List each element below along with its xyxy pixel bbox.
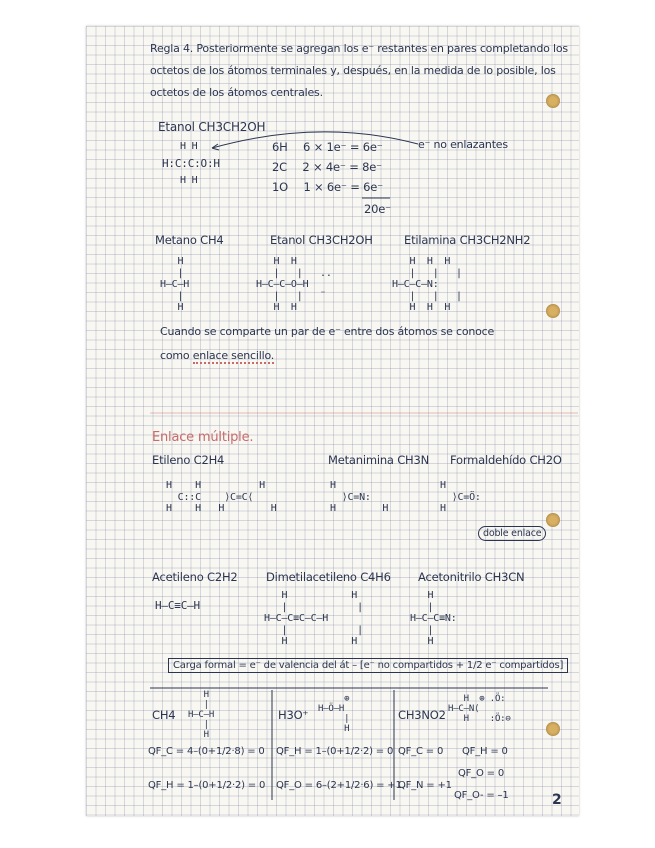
etanol-structure: H H | | .. H–C–C–O–H | | ¨ H H (256, 256, 332, 313)
dimetilacetileno-structure: H H | | H–C–C≡C–C–H | | H H (264, 590, 363, 647)
count-label: 6H (272, 140, 288, 154)
double-bond-label: doble enlace (478, 526, 546, 541)
etanol-struct-bot: H H (180, 175, 198, 186)
formal-charge-formula: Carga formal = e⁻ de valencia del át – [e⁻ no compartidos + 1/2 e⁻ compartidos] (168, 658, 568, 673)
rule-line-3: octetos de los átomos centrales. (150, 86, 323, 99)
etileno-title: Etileno C2H4 (152, 453, 225, 467)
etilamina-structure: H H H | | | H–C–C–N: | | | H H H (392, 256, 462, 313)
metanimina-structure: H ⟩C=N: H H (330, 480, 389, 514)
fc-ch3no2-eq3: QF_H = 0 (462, 746, 508, 757)
dimetilacetileno-title: Dimetilacetileno C4H6 (266, 570, 391, 584)
count-label: 2C (272, 160, 287, 174)
single-bond-pre: como (160, 349, 193, 362)
metano-structure: H | H–C–H | H (160, 256, 190, 313)
nonbonding-note: e⁻ no enlazantes (418, 138, 508, 151)
fc-ch3no2-eq1: QF_C = 0 (398, 746, 444, 757)
etanol-struct-top: H H (180, 141, 198, 152)
fc-ch3no2-eq4: QF_O = 0 (458, 768, 504, 779)
fc-ch4-structure: H | H–C–H | H (188, 690, 215, 740)
etileno-structure: H H H C::C ⟩C=C⟨ H H H H (166, 480, 277, 514)
acetileno-structure: H–C≡C–H (155, 599, 200, 612)
fc-ch4-label: CH4 (152, 708, 176, 722)
metano-title: Metano CH4 (155, 233, 224, 247)
fc-ch3no2-eq2: QF_N = +1 (398, 780, 452, 791)
fc-ch3no2-structure: H ⊕ .Ö: H–C–N⟨ H :Ö:⊖ (448, 694, 511, 724)
count-total: 20e⁻ (364, 202, 391, 216)
acetonitrilo-title: Acetonitrilo CH3CN (418, 570, 525, 584)
nonbonding-arrow (212, 132, 418, 148)
etanol-title: Etanol CH3CH2OH (270, 233, 373, 247)
fc-h3o-eq2: QF_O = 6–(2+1/2·6) = +1 (276, 780, 402, 791)
etanol-struct-mid: H:C:C:O:H (162, 157, 220, 170)
fc-ch4-eq2: QF_H = 1–(0+1/2·2) = 0 (148, 780, 266, 791)
count-calc: 2 × 4e⁻ = 8e⁻ (302, 160, 382, 174)
metanimina-title: Metanimina CH3N (328, 453, 430, 467)
single-bond-line-1: Cuando se comparte un par de e⁻ entre dos átomos se conoce (160, 325, 495, 338)
multiple-bond-heading: Enlace múltiple. (152, 430, 254, 445)
acetileno-title: Acetileno C2H2 (152, 570, 238, 584)
count-calc: 1 × 6e⁻ = 6e⁻ (303, 180, 383, 194)
etilamina-title: Etilamina CH3CH2NH2 (404, 233, 531, 247)
single-bond-term: enlace sencillo. (192, 349, 275, 362)
formaldehido-structure: H ⟩C=Ö: H (440, 480, 481, 514)
fc-h3o-structure: ⊕ H–Ö–H | H (318, 694, 350, 734)
fc-ch4-eq1: QF_C = 4–(0+1/2·8) = 0 (148, 746, 265, 757)
fc-h3o-eq1: QF_H = 1–(0+1/2·2) = 0 (276, 746, 394, 757)
formaldehido-title: Formaldehído CH2O (450, 453, 562, 467)
count-calc: 6 × 1e⁻ = 6e⁻ (303, 140, 383, 154)
fc-h3o-label: H3O⁺ (278, 708, 309, 722)
rule-line-2: octetos de los átomos terminales y, después, en la medida de lo posible, los (150, 64, 556, 77)
acetonitrilo-structure: H | H–C–C≡N: | H (410, 590, 457, 647)
count-label: 1O (272, 180, 288, 194)
fc-ch3no2-eq5: QF_O- = –1 (454, 790, 509, 801)
fc-ch3no2-label: CH3NO2 (398, 708, 446, 722)
page-number: 2 (552, 792, 562, 808)
rule-line-1: Regla 4. Posteriormente se agregan los e⁻ restantes en pares completando los (150, 42, 568, 55)
etanol-count-title: Etanol CH3CH2OH (158, 120, 266, 134)
